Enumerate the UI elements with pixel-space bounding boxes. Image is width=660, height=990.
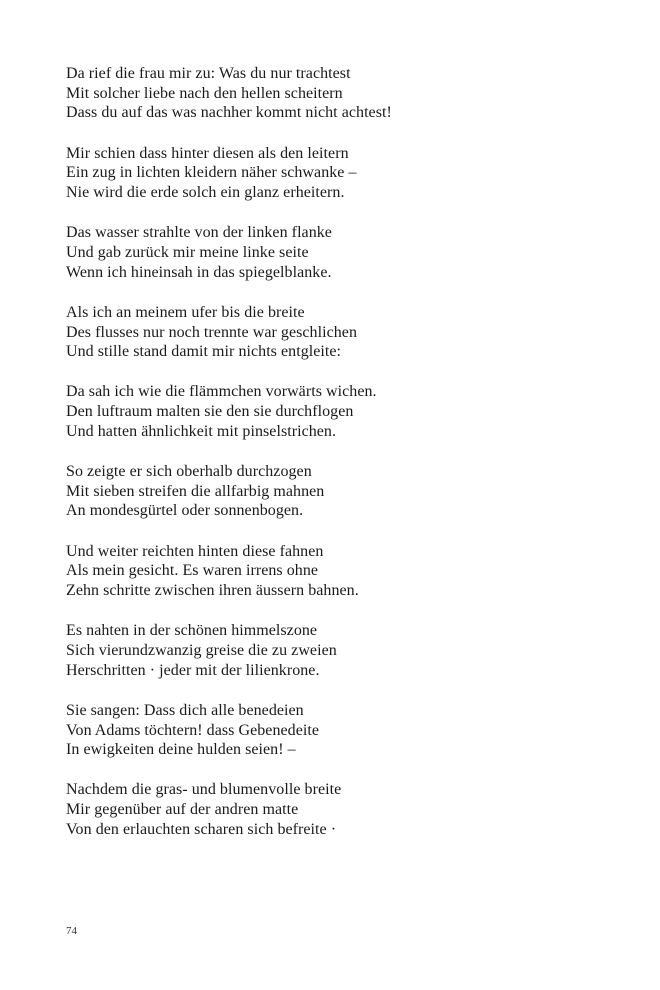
verse-line: An mondesgürtel oder sonnenbogen. — [66, 502, 304, 520]
verse-line: Und hatten ähnlichkeit mit pinselstrichen. — [66, 422, 337, 440]
verse-line: Mit solcher liebe nach den hellen scheitern — [66, 84, 343, 102]
stanza-7 — [66, 542, 606, 601]
poem-body — [66, 64, 606, 860]
stanza-5 — [66, 382, 606, 441]
stanza-3 — [66, 223, 606, 282]
stanza-4 — [66, 303, 606, 362]
verse-line: Als mein gesicht. Es waren irrens ohne — [66, 562, 319, 580]
verse-line: Wenn ich hineinsah in das spiegelblanke. — [66, 263, 332, 281]
verse-line: Da sah ich wie die flämmchen vorwärts wichen. — [66, 383, 377, 401]
stanza-2 — [66, 144, 606, 203]
verse-line: Und gab zurück mir meine linke seite — [66, 243, 309, 261]
verse-line: Als ich an meinem ufer bis die breite — [66, 303, 305, 321]
verse-line: Dass du auf das was nachher kommt nicht achtest! — [66, 104, 392, 122]
verse-line: Mir schien dass hinter diesen als den leitern — [66, 144, 349, 162]
verse-line: Sich vierundzwanzig greise die zu zweien — [66, 641, 337, 659]
verse-line: In ewigkeiten deine hulden seien! – — [66, 741, 296, 759]
verse-line: Von Adams töchtern! dass Gebenedeite — [66, 721, 319, 739]
verse-line: Es nahten in der schönen himmelszone — [66, 622, 318, 640]
verse-line: Das wasser strahlte von der linken flanke — [66, 224, 332, 242]
verse-line: Sie sangen: Dass dich alle benedeien — [66, 701, 304, 719]
verse-line: Mir gegenüber auf der andren matte — [66, 801, 299, 819]
verse-line: Des flusses nur noch trennte war geschlichen — [66, 323, 357, 341]
stanza-6 — [66, 462, 606, 521]
verse-line: Und weiter reichten hinten diese fahnen — [66, 542, 324, 560]
verse-line: Von den erlauchten scharen sich befreite · — [66, 820, 337, 838]
verse-line: Nachdem die gras- und blumenvolle breite — [66, 781, 342, 799]
verse-line: So zeigte er sich oberhalb durchzogen — [66, 463, 312, 481]
stanza-9 — [66, 701, 606, 760]
stanza-1 — [66, 64, 606, 123]
stanza-10 — [66, 780, 606, 839]
verse-line: Zehn schritte zwischen ihren äussern bahnen. — [66, 582, 359, 600]
page-number: 74 — [66, 925, 77, 937]
verse-line: Ein zug in lichten kleidern näher schwanke – — [66, 164, 357, 182]
verse-line: Da rief die frau mir zu: Was du nur trachtest — [66, 65, 351, 82]
verse-line: Und stille stand damit mir nichts entgleite: — [66, 343, 342, 361]
verse-line: Den luftraum malten sie den sie durchflogen — [66, 403, 354, 421]
verse-line: Nie wird die erde solch ein glanz erheitern. — [66, 184, 345, 202]
stanza-8 — [66, 621, 606, 680]
verse-line: Herschritten · jeder mit der lilienkrone. — [66, 661, 320, 679]
verse-line: Mit sieben streifen die allfarbig mahnen — [66, 482, 325, 500]
